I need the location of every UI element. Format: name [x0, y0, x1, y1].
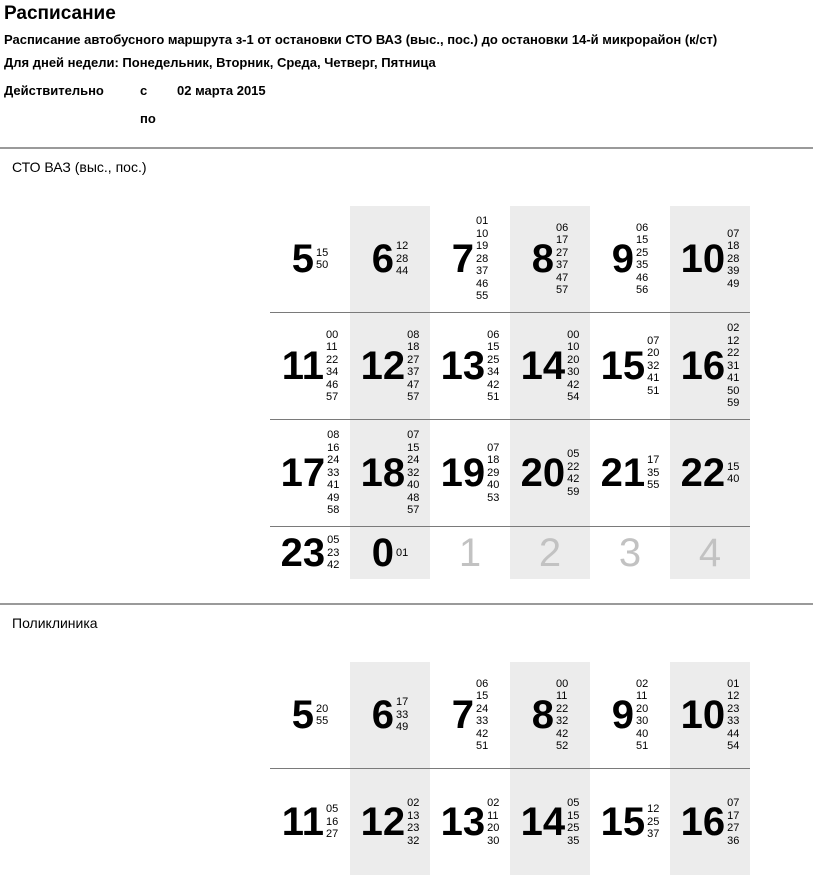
hour-cell	[590, 769, 670, 875]
minute-value: 00	[326, 328, 339, 341]
minute-value: 12	[396, 240, 409, 253]
minute-value: 53	[487, 491, 500, 504]
minute-value: 57	[407, 391, 420, 403]
minute-value: 33	[327, 466, 340, 479]
hour-row	[270, 662, 750, 768]
minute-value: 42	[567, 473, 580, 485]
minute-value: 48	[407, 491, 420, 504]
minutes-list	[727, 678, 739, 753]
minute-value: 00	[567, 328, 580, 341]
hour-number: 21	[600, 451, 646, 495]
minutes-list	[476, 678, 488, 753]
hour-cell	[590, 662, 670, 768]
minute-value: 27	[407, 353, 420, 366]
hour-number: 8	[531, 237, 554, 281]
hour-cell	[670, 662, 750, 768]
stop-name: СТО ВАЗ (выс., пос.)	[12, 159, 147, 175]
minutes-list	[727, 797, 739, 847]
hour-row	[270, 526, 750, 579]
minute-value: 07	[647, 334, 660, 347]
minutes-list	[487, 329, 499, 404]
hour-number: 5	[291, 237, 314, 281]
hour-cell	[350, 420, 430, 526]
minute-value: 33	[476, 715, 489, 727]
valid-to-label: по	[140, 111, 156, 126]
hour-cell	[510, 527, 590, 579]
minute-value: 51	[636, 740, 649, 752]
minutes-list	[727, 228, 739, 291]
minutes-list	[316, 247, 328, 272]
weekdays-line: Для дней недели: Понедельник, Вторник, Среда, Четверг, Пятница	[4, 55, 436, 70]
minute-value: 46	[326, 378, 339, 391]
hour-cell	[270, 662, 350, 768]
minute-value: 52	[556, 740, 569, 752]
minute-value: 08	[407, 328, 420, 341]
minute-value: 42	[476, 727, 489, 740]
minute-value: 49	[727, 277, 740, 290]
minute-value: 05	[327, 534, 340, 547]
minute-value: 55	[647, 479, 660, 492]
hour-cell	[510, 420, 590, 526]
minute-value: 15	[727, 460, 740, 473]
route-subtitle: Расписание автобусного маршрута з-1 от остановки СТО ВАЗ (выс., пос.) до остановки 14-й микрорайон (к/ст)	[4, 32, 718, 47]
minute-value: 10	[567, 341, 580, 353]
hour-number: 23	[280, 531, 326, 575]
hour-cell	[350, 313, 430, 419]
hour-cell	[270, 206, 350, 312]
hour-cell	[510, 313, 590, 419]
minutes-list	[326, 803, 338, 841]
minute-value: 57	[407, 504, 420, 517]
minutes-list	[727, 461, 739, 486]
hour-row	[270, 768, 750, 875]
hour-number: 1	[458, 531, 482, 575]
minutes-list	[567, 448, 579, 498]
hour-cell	[350, 527, 430, 579]
minute-value: 02	[727, 322, 740, 335]
hour-number: 11	[281, 344, 325, 388]
minute-value: 06	[487, 328, 500, 341]
hour-cell	[350, 769, 430, 875]
minutes-list	[727, 322, 739, 410]
hour-number: 14	[520, 800, 566, 844]
minute-value: 17	[396, 696, 409, 709]
minute-value: 17	[727, 809, 740, 822]
divider	[0, 147, 813, 149]
minute-value: 44	[396, 265, 409, 278]
hour-number: 10	[680, 237, 726, 281]
minute-value: 33	[396, 708, 409, 721]
minute-value: 36	[727, 834, 740, 847]
minute-value: 40	[407, 479, 420, 492]
minute-value: 06	[556, 221, 569, 234]
minutes-list	[556, 222, 568, 297]
valid-label: Действительно	[4, 83, 104, 98]
minute-value: 12	[727, 690, 740, 702]
hour-cell	[350, 662, 430, 768]
minute-value: 49	[327, 491, 340, 504]
minutes-list	[567, 797, 579, 847]
minute-value: 05	[326, 803, 339, 816]
hour-cell	[590, 313, 670, 419]
minute-value: 24	[407, 454, 420, 467]
minute-value: 06	[476, 677, 489, 690]
minutes-list	[327, 534, 339, 572]
minute-value: 35	[567, 834, 580, 847]
hour-cell	[670, 769, 750, 875]
hour-cell	[430, 662, 510, 768]
minutes-list	[407, 797, 419, 847]
minute-value: 17	[647, 454, 660, 467]
minute-value: 20	[567, 353, 580, 366]
minute-value: 35	[647, 466, 660, 479]
minute-value: 24	[327, 454, 340, 467]
hour-row	[270, 312, 750, 419]
minute-value: 10	[476, 227, 489, 240]
hour-number: 5	[291, 693, 314, 737]
minutes-list	[567, 329, 579, 404]
minute-value: 25	[636, 246, 649, 259]
minute-value: 27	[727, 822, 740, 834]
hour-number: 16	[680, 344, 726, 388]
hour-cell	[670, 206, 750, 312]
minute-value: 19	[476, 240, 489, 253]
hour-row	[270, 206, 750, 312]
minute-value: 37	[647, 828, 660, 841]
minutes-list	[407, 429, 419, 517]
minute-value: 06	[636, 221, 649, 234]
hour-cell	[510, 769, 590, 875]
hour-cell	[270, 420, 350, 526]
minute-value: 46	[476, 277, 489, 290]
minute-value: 20	[316, 702, 329, 715]
valid-from-label: с	[140, 83, 148, 98]
hour-number: 9	[611, 693, 634, 737]
minute-value: 15	[407, 441, 420, 454]
minutes-list	[487, 442, 499, 505]
minute-value: 23	[727, 702, 740, 715]
hour-number: 13	[440, 800, 486, 844]
hour-number: 9	[611, 237, 634, 281]
hour-number: 14	[520, 344, 566, 388]
minute-value: 47	[556, 271, 569, 284]
minutes-list	[326, 329, 338, 404]
minute-value: 28	[727, 252, 740, 265]
hour-number: 22	[680, 451, 726, 495]
minute-value: 18	[487, 454, 500, 467]
hour-number: 6	[371, 237, 394, 281]
minute-value: 29	[487, 466, 500, 479]
hour-cell	[430, 206, 510, 312]
minutes-list	[556, 678, 568, 753]
stop-name: Поликлиника	[12, 615, 98, 631]
minute-value: 54	[727, 740, 740, 752]
minute-value: 59	[727, 397, 740, 410]
minute-value: 13	[407, 809, 420, 822]
minute-value: 41	[327, 479, 340, 492]
divider	[0, 603, 813, 605]
minutes-list	[487, 797, 499, 847]
minute-value: 57	[326, 391, 339, 403]
minute-value: 40	[487, 479, 500, 492]
minute-value: 00	[556, 677, 569, 690]
hour-row	[270, 419, 750, 526]
minute-value: 42	[556, 727, 569, 740]
hour-cell	[270, 769, 350, 875]
minute-value: 15	[487, 341, 500, 353]
minute-value: 32	[556, 715, 569, 727]
hour-number: 7	[451, 693, 474, 737]
minute-value: 11	[326, 341, 338, 353]
minute-value: 34	[326, 366, 339, 378]
minutes-list	[316, 703, 328, 728]
minute-value: 50	[316, 259, 329, 271]
minute-value: 47	[407, 378, 420, 391]
minute-value: 05	[567, 797, 580, 809]
hour-cell	[430, 420, 510, 526]
minute-value: 17	[556, 234, 569, 246]
minute-value: 42	[327, 559, 340, 572]
hour-number: 6	[371, 693, 394, 737]
minutes-list	[396, 240, 408, 278]
minute-value: 42	[567, 378, 580, 391]
minute-value: 05	[567, 448, 580, 460]
minute-value: 20	[636, 702, 649, 715]
minute-value: 22	[326, 353, 339, 366]
minute-value: 18	[727, 240, 740, 253]
hour-number: 12	[360, 344, 406, 388]
minute-value: 16	[327, 441, 340, 454]
minutes-list	[327, 429, 339, 517]
minute-value: 37	[556, 259, 569, 271]
timetable-grid	[270, 662, 750, 875]
hour-cell	[270, 313, 350, 419]
hour-cell	[510, 206, 590, 312]
hour-number: 13	[440, 344, 486, 388]
hour-cell	[590, 420, 670, 526]
minute-value: 07	[727, 797, 740, 809]
minutes-list	[647, 454, 659, 492]
minute-value: 07	[727, 227, 740, 240]
minutes-list	[647, 803, 659, 841]
minute-value: 55	[316, 715, 329, 727]
hour-number: 3	[618, 531, 642, 575]
hour-cell	[510, 662, 590, 768]
minute-value: 25	[567, 822, 580, 834]
minute-value: 22	[556, 702, 569, 715]
minute-value: 15	[476, 690, 489, 702]
minute-value: 15	[567, 809, 580, 822]
minute-value: 51	[647, 384, 660, 397]
minutes-list	[407, 329, 419, 404]
minute-value: 12	[727, 334, 740, 347]
minute-value: 23	[327, 546, 340, 559]
hour-cell	[430, 313, 510, 419]
hour-cell	[670, 313, 750, 419]
hour-cell	[590, 527, 670, 579]
minute-value: 25	[487, 353, 500, 366]
minute-value: 59	[567, 485, 580, 498]
minute-value: 58	[327, 504, 340, 517]
minutes-list	[476, 215, 488, 303]
minute-value: 49	[396, 721, 409, 734]
minute-value: 32	[647, 359, 660, 372]
hour-number: 0	[371, 531, 394, 575]
minute-value: 27	[556, 246, 569, 259]
minute-value: 25	[647, 815, 660, 828]
minute-value: 41	[727, 372, 740, 385]
minute-value: 46	[636, 271, 649, 284]
minute-value: 22	[567, 460, 580, 473]
timetable-grid	[270, 206, 750, 579]
minute-value: 22	[727, 347, 740, 360]
minute-value: 30	[636, 715, 649, 727]
hour-cell	[270, 527, 350, 579]
minutes-list	[636, 222, 648, 297]
minute-value: 51	[476, 740, 489, 752]
minute-value: 39	[727, 265, 740, 278]
minute-value: 08	[327, 429, 340, 442]
page-title: Расписание	[4, 3, 116, 24]
minute-value: 40	[636, 727, 649, 740]
minute-value: 34	[487, 366, 500, 378]
hour-number: 16	[680, 800, 726, 844]
minute-value: 33	[727, 715, 740, 727]
minute-value: 20	[487, 822, 500, 834]
minute-value: 42	[487, 378, 500, 391]
valid-from-date: 02 марта 2015	[177, 83, 266, 98]
minute-value: 44	[727, 727, 740, 740]
hour-cell	[430, 527, 510, 579]
minute-value: 54	[567, 391, 580, 403]
minute-value: 02	[636, 677, 649, 690]
hour-number: 20	[520, 451, 566, 495]
minute-value: 01	[476, 215, 489, 228]
hour-number: 4	[698, 531, 722, 575]
minute-value: 02	[407, 797, 420, 809]
minute-value: 15	[316, 246, 329, 259]
minute-value: 07	[407, 429, 420, 442]
minute-value: 57	[556, 284, 569, 296]
hour-number: 12	[360, 800, 406, 844]
minute-value: 01	[396, 546, 409, 559]
minute-value: 41	[647, 372, 660, 385]
hour-number: 10	[680, 693, 726, 737]
minute-value: 37	[476, 265, 489, 278]
minute-value: 01	[727, 677, 740, 690]
hour-number: 7	[451, 237, 474, 281]
minutes-list	[636, 678, 648, 753]
minute-value: 51	[487, 391, 500, 403]
minute-value: 28	[396, 252, 409, 265]
hour-cell	[430, 769, 510, 875]
hour-number: 11	[281, 800, 325, 844]
hour-number: 19	[440, 451, 486, 495]
minute-value: 07	[487, 441, 500, 454]
minute-value: 23	[407, 822, 420, 834]
hour-number: 17	[280, 451, 326, 495]
minute-value: 24	[476, 702, 489, 715]
minute-value: 31	[727, 359, 740, 372]
minute-value: 15	[636, 234, 649, 246]
minute-value: 56	[636, 284, 649, 296]
minute-value: 30	[567, 366, 580, 378]
minute-value: 50	[727, 384, 740, 397]
minute-value: 16	[326, 815, 339, 828]
minute-value: 32	[407, 834, 420, 847]
minute-value: 20	[647, 347, 660, 360]
hour-cell	[350, 206, 430, 312]
minute-value: 30	[487, 834, 500, 847]
hour-number: 8	[531, 693, 554, 737]
minute-value: 35	[636, 259, 649, 271]
minute-value: 02	[487, 797, 500, 809]
minute-value: 40	[727, 473, 740, 485]
minute-value: 11	[556, 690, 568, 702]
hour-number: 15	[600, 800, 646, 844]
minutes-list	[396, 547, 408, 560]
hour-cell	[590, 206, 670, 312]
minute-value: 55	[476, 290, 489, 303]
hour-cell	[670, 527, 750, 579]
minute-value: 27	[326, 828, 339, 841]
hour-number: 2	[538, 531, 562, 575]
minute-value: 32	[407, 466, 420, 479]
minutes-list	[396, 696, 408, 734]
minute-value: 18	[407, 341, 420, 353]
minute-value: 28	[476, 252, 489, 265]
minutes-list	[647, 335, 659, 398]
minute-value: 11	[487, 809, 499, 822]
minute-value: 37	[407, 366, 420, 378]
hour-number: 18	[360, 451, 406, 495]
minute-value: 11	[636, 690, 648, 702]
hour-number: 15	[600, 344, 646, 388]
hour-cell	[670, 420, 750, 526]
minute-value: 12	[647, 803, 660, 816]
